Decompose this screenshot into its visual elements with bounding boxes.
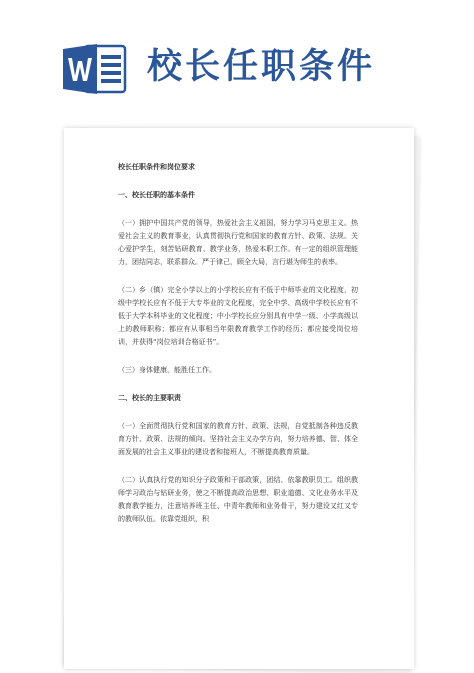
paragraph: （一）拥护中国共产党的领导，热爱社会主义祖国，努力学习马克思主义。热爱社会主义的教育事业，认真贯彻执行党和国家的教育方针、政策、法规。关心爱护学生，刻苦钻研教育、教学业务，热爱本职工作。有一定的组织管理能力，团结同志，联系群众。严于律己，顾全大局，言行堪为师生的表率。 [118,219,358,266]
paragraph: （二）认真执行党的知识分子政策和干部政策，团结、依靠教职员工。组织教师学习政治与钻研业务，使之不断提高政治思想、职业道德、文化业务水平及教育教学能力，注意培养班主任、中青年教师和业务骨干，努力建设又红又专的教师队伍。依靠党组织，积 [118,476,358,523]
paragraph: （一）全面贯彻执行党和国家的教育方针、政策、法规，自觉抵制各种违反教育方针、政策、法规的倾向。坚持社会主义办学方向，努力培养德、智、体全面发展的社会主义事业的建设者和接班人，不断提高教育质量。 [118,422,358,456]
section-heading-basic-conditions: 一、校长任职的基本条件 [118,191,195,199]
paragraph: （三）身体健康，能胜任工作。 [118,366,216,374]
page-title: 校长任职条件 [147,47,376,87]
paragraph: （二）乡（镇）完全小学以上的小学校长应有不低于中师毕业的文化程度，初级中学校长应有不低于大专毕业的文化程度，完全中学、高级中学校长应有不低于大学本科毕业的文化程度；中小学校长应分别具有中学一级、小学高级以上的教师职称；都应有从事相当年限教育教学工作的经历；都应接受岗位培训，并获得“岗位培训合格证书”。 [118,286,358,346]
document-content [118,161,358,541]
section-heading-main-duties: 二、校长的主要职责 [118,394,181,402]
document-page [64,128,414,669]
microsoft-word-icon [61,42,127,96]
page-header [0,0,474,120]
document-preview [64,128,420,669]
document-title: 校长任职条件和岗位要求 [118,163,195,171]
